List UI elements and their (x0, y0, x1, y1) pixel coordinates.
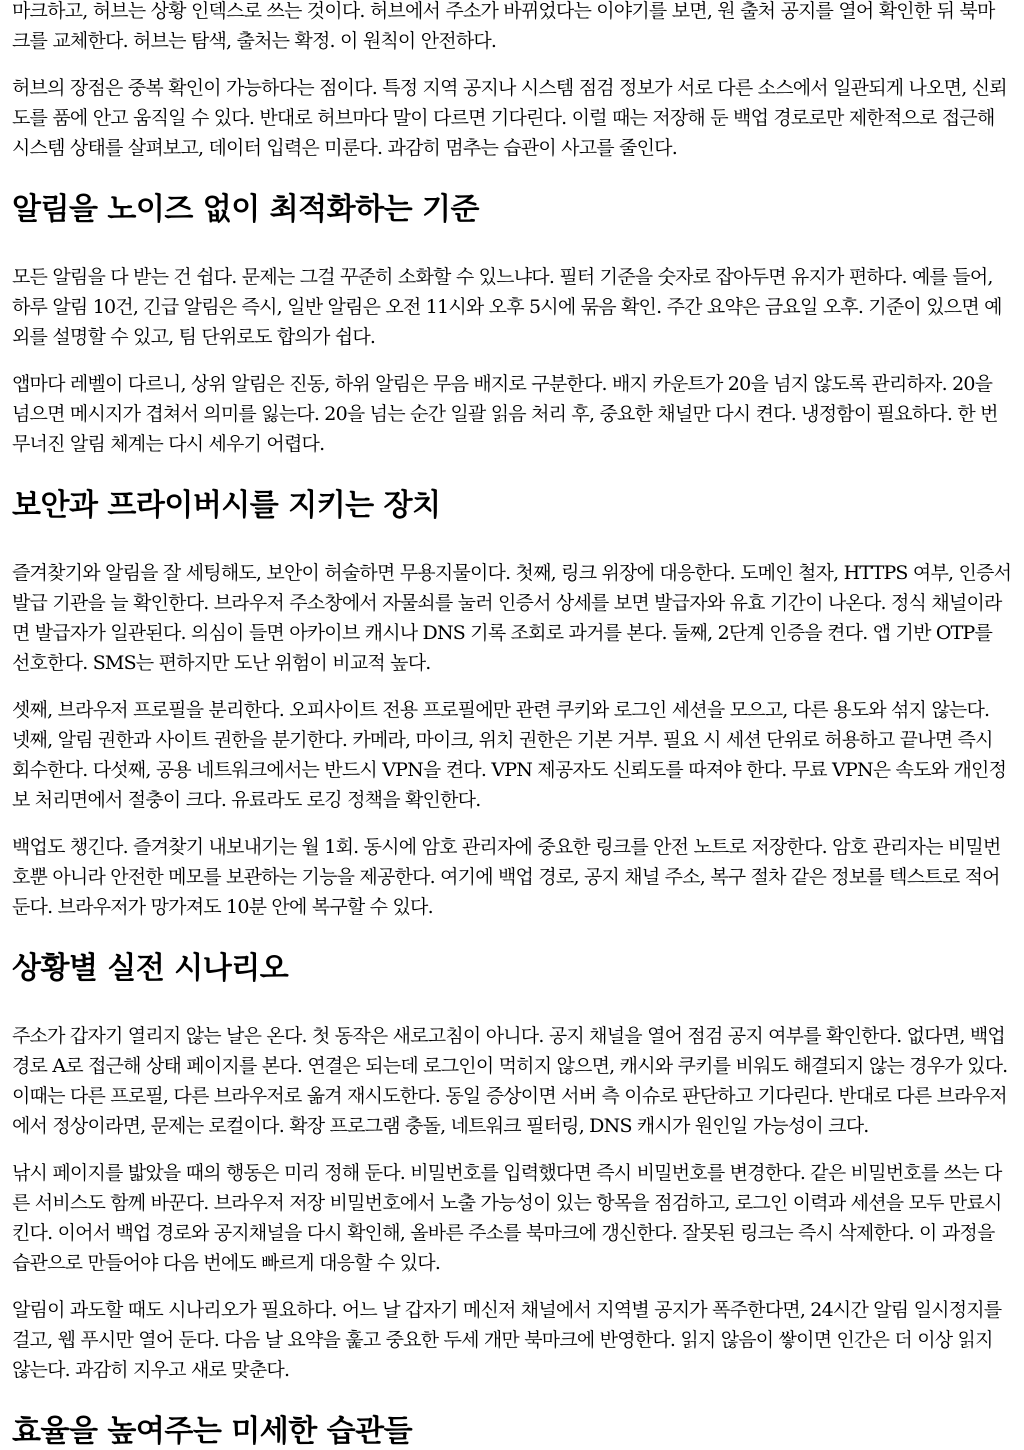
paragraph-intro-1: 마크하고, 허브는 상황 인덱스로 쓰는 것이다. 허브에서 주소가 바뀌었다는 이야기를 보면, 원 출처 공지를 열어 확인한 뒤 북마크를 교체한다. 허브는 탐색, 출처는 확정. 이 원칙이 안전하다. (12, 0, 995, 52)
section-heading-scenarios: 상황별 실전 시나리오 (12, 951, 289, 986)
section-heading-notifications: 알림을 노이즈 없이 최적화하는 기준 (12, 192, 479, 227)
paragraph-security-3: 백업도 챙긴다. 즐겨찾기 내보내기는 월 1회. 동시에 암호 관리자에 중요한 링크를 안전 노트로 저장한다. 암호 관리자는 비밀번호뿐 아니라 안전한 메모를 보관하는 기능을 제공한다. 여기에 백업 경로, 공지 채널 주소, 복구 절차 같은 정보를 텍스트로 적어 둔다. 브라우저가 망가져도 10분 안에 복구할 수 있다. (12, 836, 1001, 918)
paragraph-security-1: 즐겨찾기와 알림을 잘 세팅해도, 보안이 허술하면 무용지물이다. 첫째, 링크 위장에 대응한다. 도메인 철자, HTTPS 여부, 인증서 발급 기관을 늘 확인한다. 브라우저 주소창에서 자물쇠를 눌러 인증서 상세를 보면 발급자와 유효 기간이 나온다. 정식 채널이라면 발급자가 일관된다. 의심이 들면 아카이브 캐시나 DNS 기록 조회로 과거를 본다. 둘째, 2단계 인증을 켠다. 앱 기반 OTP를 선호한다. SMS는 편하지만 도난 위험이 비교적 높다. (12, 562, 1012, 674)
section-heading-habits: 효율을 높여주는 미세한 습관들 (12, 1414, 413, 1449)
paragraph-scenarios-1: 주소가 갑자기 열리지 않는 날은 온다. 첫 동작은 새로고침이 아니다. 공지 채널을 열어 점검 공지 여부를 확인한다. 없다면, 백업 경로 A로 접근해 상태 페이지를 본다. 연결은 되는데 로그인이 먹히지 않으면, 캐시와 쿠키를 비워도 해결되지 않는 경우가 있다. 이때는 다른 프로필, 다른 브라우저로 옮겨 재시도한다. 동일 증상이면 서버 측 이슈로 판단하고 기다린다. 반대로 다른 브라우저에서 정상이라면, 문제는 로컬이다. 확장 프로그램 충돌, 네트워크 필터링, DNS 캐시가 원인일 가능성이 크다. (12, 1025, 1008, 1137)
paragraph-notifications-2: 앱마다 레벨이 다르니, 상위 알림은 진동, 하위 알림은 무음 배지로 구분한다. 배지 카운트가 20을 넘지 않도록 관리하자. 20을 넘으면 메시지가 겹쳐서 의미를 잃는다. 20을 넘는 순간 일괄 읽음 처리 후, 중요한 채널만 다시 켠다. 냉정함이 필요하다. 한 번 무너진 알림 체계는 다시 세우기 어렵다. (12, 373, 998, 455)
paragraph-scenarios-2: 낚시 페이지를 밟았을 때의 행동은 미리 정해 둔다. 비밀번호를 입력했다면 즉시 비밀번호를 변경한다. 같은 비밀번호를 쓰는 다른 서비스도 함께 바꾼다. 브라우저 저장 비밀번호에서 노출 가능성이 있는 항목을 점검하고, 로그인 이력과 세션을 모두 만료시킨다. 이어서 백업 경로와 공지채널을 다시 확인해, 올바른 주소를 북마크에 갱신한다. 잘못된 링크는 즉시 삭제한다. 이 과정을 습관으로 만들어야 다음 번에도 빠르게 대응할 수 있다. (12, 1162, 1002, 1274)
paragraph-security-2: 셋째, 브라우저 프로필을 분리한다. 오피사이트 전용 프로필에만 관련 쿠키와 로그인 세션을 모으고, 다른 용도와 섞지 않는다. 넷째, 알림 권한과 사이트 권한을 분기한다. 카메라, 마이크, 위치 권한은 기본 거부. 필요 시 세션 단위로 허용하고 끝나면 즉시 회수한다. 다섯째, 공용 네트워크에서는 반드시 VPN을 켠다. VPN 제공자도 신뢰도를 따져야 한다. 무료 VPN은 속도와 개인정보 처리면에서 절충이 크다. 유료라도 로깅 정책을 확인한다. (12, 699, 1007, 811)
paragraph-notifications-1: 모든 알림을 다 받는 건 쉽다. 문제는 그걸 꾸준히 소화할 수 있느냐다. 필터 기준을 숫자로 잡아두면 유지가 편하다. 예를 들어, 하루 알림 10건, 긴급 알림은 즉시, 일반 알림은 오전 11시와 오후 5시에 묶음 확인. 주간 요약은 금요일 오후. 기준이 있으면 예외를 설명할 수 있고, 팀 단위로도 합의가 쉽다. (12, 266, 1002, 348)
section-heading-security: 보안과 프라이버시를 지키는 장치 (12, 488, 441, 523)
paragraph-intro-2: 허브의 장점은 중복 확인이 가능하다는 점이다. 특정 지역 공지나 시스템 점검 정보가 서로 다른 소스에서 일관되게 나오면, 신뢰도를 품에 안고 움직일 수 있다. 반대로 허브마다 말이 다르면 기다린다. 이럴 때는 저장해 둔 백업 경로로만 제한적으로 접근해 시스템 상태를 살펴보고, 데이터 입력은 미룬다. 과감히 멈추는 습관이 사고를 줄인다. (12, 77, 1007, 159)
paragraph-scenarios-3: 알림이 과도할 때도 시나리오가 필요하다. 어느 날 갑자기 메신저 채널에서 지역별 공지가 폭주한다면, 24시간 알림 일시정지를 걸고, 웹 푸시만 열어 둔다. 다음 날 요약을 훑고 중요한 두세 개만 북마크에 반영한다. 읽지 않음이 쌓이면 인간은 더 이상 읽지 않는다. 과감히 지우고 새로 맞춘다. (12, 1299, 1002, 1381)
